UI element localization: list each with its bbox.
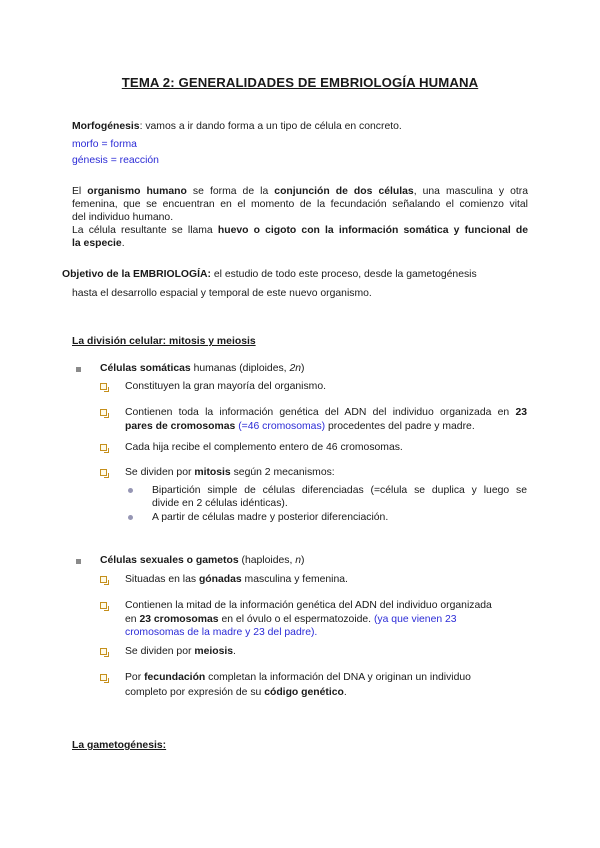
sexuales-item-4-line-2: completo por expresión de su código genético. <box>125 687 347 698</box>
somaticas-item-4: Se dividen por mitosis según 2 mecanismos: <box>125 467 335 478</box>
organismo-line-2: femenina, que se encuentran en el momento de la fecundación señalando el comienzo vital <box>72 199 528 210</box>
checkbox-bullet-icon <box>100 648 107 655</box>
sexuales-item-3: Se dividen por meiosis. <box>125 646 236 657</box>
sexuales-heading: Células sexuales o gametos (haploides, n) <box>100 555 305 566</box>
sexuales-item-4-line-1: Por fecundación completan la información del DNA y originan un individuo <box>125 672 471 683</box>
sexuales-item-2-line-3: cromosomas de la madre y 23 del padre). <box>125 627 318 638</box>
somaticas-item-3: Cada hija recibe el complemento entero de 46 cromosomas. <box>125 442 403 453</box>
organismo-line-1: El organismo humano se forma de la conjunción de dos células, una masculina y otra <box>72 186 528 197</box>
checkbox-bullet-icon <box>100 383 107 390</box>
morfo-definition: morfo = forma <box>72 139 137 150</box>
checkbox-bullet-icon <box>100 674 107 681</box>
checkbox-bullet-icon <box>100 576 107 583</box>
dot-bullet-icon <box>128 515 133 520</box>
organismo-line-4: La célula resultante se llama huevo o cigoto con la información somática y funcional de <box>72 225 529 236</box>
checkbox-bullet-icon <box>100 469 107 476</box>
mitosis-sub-item-2: A partir de células madre y posterior diferenciación. <box>152 512 389 523</box>
sexuales-item-2-line-1: Contienen la mitad de la información genética del ADN del individuo organizada <box>125 600 492 611</box>
somaticas-item-2-line-1: Contienen toda la información genética del ADN del individuo organizada en 23 <box>125 407 527 418</box>
objetivo-line-2: hasta el desarrollo espacial y temporal de este nuevo organismo. <box>72 288 372 299</box>
mitosis-sub-item-1-line-2: divide en 2 células idénticas). <box>152 498 288 509</box>
mitosis-sub-item-1-line-1: Bipartición simple de células diferenciadas (=célula se duplica y luego se <box>152 485 527 496</box>
square-bullet-icon <box>76 559 81 564</box>
somaticas-item-2-line-2: pares de cromosomas (=46 cromosomas) procedentes del padre y madre. <box>125 421 475 432</box>
section-heading-gametogenesis: La gametogénesis: <box>72 740 167 751</box>
genesis-definition: génesis = reacción <box>72 155 159 166</box>
page-title: TEMA 2: GENERALIDADES DE EMBRIOLOGÍA HUMANA <box>121 75 479 90</box>
organismo-line-5: la especie. <box>72 238 125 249</box>
section-heading-division-celular: La división celular: mitosis y meiosis <box>72 336 256 347</box>
sexuales-item-1: Situadas en las gónadas masculina y femenina. <box>125 574 348 585</box>
organismo-line-3: del individuo humano. <box>72 212 174 223</box>
term-morfogenesis: Morfogénesis <box>72 121 140 132</box>
square-bullet-icon <box>76 367 81 372</box>
dot-bullet-icon <box>128 488 133 493</box>
checkbox-bullet-icon <box>100 409 107 416</box>
somaticas-item-1: Constituyen la gran mayoría del organismo. <box>125 381 326 392</box>
sexuales-item-2-line-2: en 23 cromosomas en el óvulo o el espermatozoide. (ya que vienen 23 <box>125 614 457 625</box>
objetivo-line-1: Objetivo de la EMBRIOLOGÍA: el estudio de todo este proceso, desde la gametogénesis <box>62 269 477 280</box>
checkbox-bullet-icon <box>100 602 107 609</box>
checkbox-bullet-icon <box>100 444 107 451</box>
somaticas-heading: Células somáticas humanas (diploides, 2n) <box>100 363 305 374</box>
morfogenesis-definition: Morfogénesis: vamos a ir dando forma a un tipo de célula en concreto. <box>72 121 402 132</box>
